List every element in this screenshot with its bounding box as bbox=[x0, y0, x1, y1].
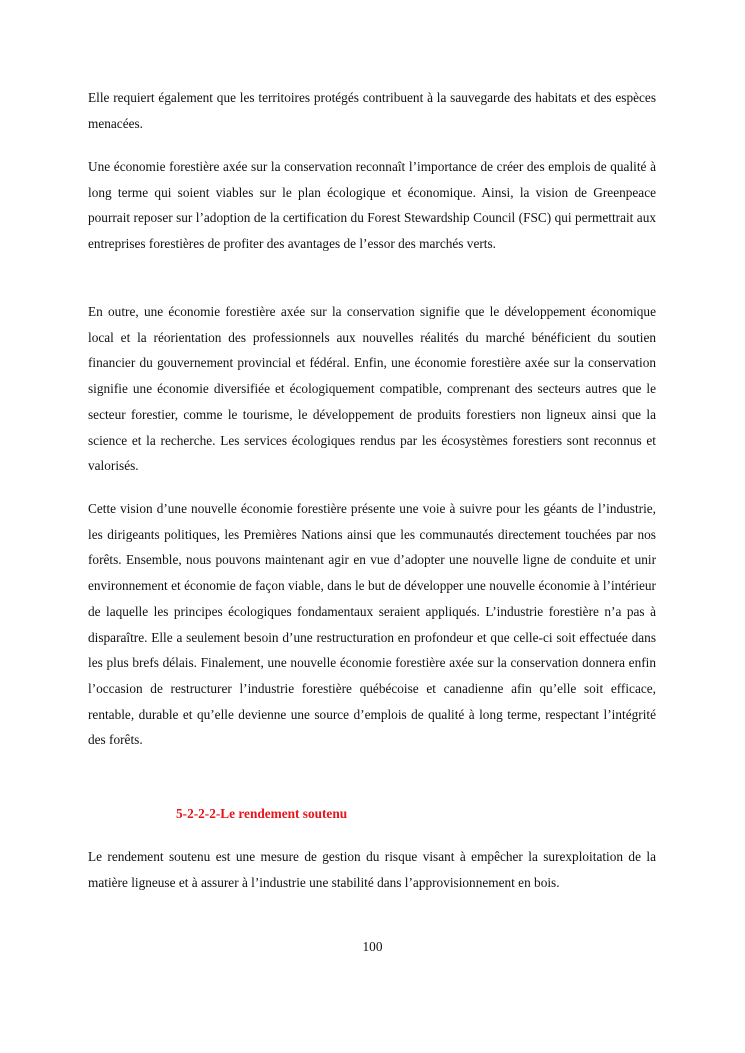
paragraph-habitats: Elle requiert également que les territoires protégés contribuent à la sauvegarde des habitats et des espèces menacées. bbox=[88, 90, 656, 131]
paragraph-local-development: En outre, une économie forestière axée sur la conservation signifie que le développement économique local et la réorientation des professionnels aux nouvelles réalités du marché bénéficient du soutien financier du gouvernement provincial et fédéral. Enfin, une économie forestière axée sur la conservation signifie une économie diversifiée et écologiquement compatible, comprenant des secteurs autres que le secteur forestier, comme le tourisme, le développement de produits forestiers non ligneux ainsi que la science et la recherche. Les services écologiques rendus par les écosystèmes forestiers sont reconnus et valorisés. bbox=[88, 304, 656, 474]
paragraph-new-forest-economy-vision: Cette vision d’une nouvelle économie forestière présente une voie à suivre pour les géants de l’industrie, les dirigeants politiques, les Premières Nations ainsi que les communautés directement touchées par nos forêts. Ensemble, nous pouvons maintenant agir en vue d’adopter une nouvelle ligne de conduite et unir environnement et économie de façon viable, dans le but de développer une nouvelle économie à l’intérieur de laquelle les principes écologiques fondamentaux seraient appliqués. L’industrie forestière n’a pas à disparaître. Elle a seulement besoin d’une restructuration en profondeur et que celle-ci soit effectuée dans les plus brefs délais. Finalement, une nouvelle économie forestière axée sur la conservation donnera enfin l’occasion de restructurer l’industrie forestière québécoise et canadienne afin qu’elle soit efficace, rentable, durable et qu’elle devienne une source d’emplois de qualité à long terme, respectant l’intégrité des forêts. bbox=[88, 501, 656, 748]
paragraph-sustained-yield: Le rendement soutenu est une mesure de gestion du risque visant à empêcher la surexploitation de la matière ligneuse et à assurer à l’industrie une stabilité dans l’approvisionnement en bois. bbox=[88, 849, 656, 890]
section-heading: 5-2-2-2-Le rendement soutenu bbox=[176, 806, 348, 821]
page-number: 100 bbox=[362, 939, 383, 954]
paragraph-conservation-economy: Une économie forestière axée sur la conservation reconnaît l’importance de créer des emplois de qualité à long terme qui soient viables sur le plan écologique et économique. Ainsi, la vision de Greenpeace pourrait reposer sur l’adoption de la certification du Forest Stewardship Council (FSC) qui permettrait aux entreprises forestières de profiter des avantages de l’essor des marchés verts. bbox=[88, 159, 656, 252]
